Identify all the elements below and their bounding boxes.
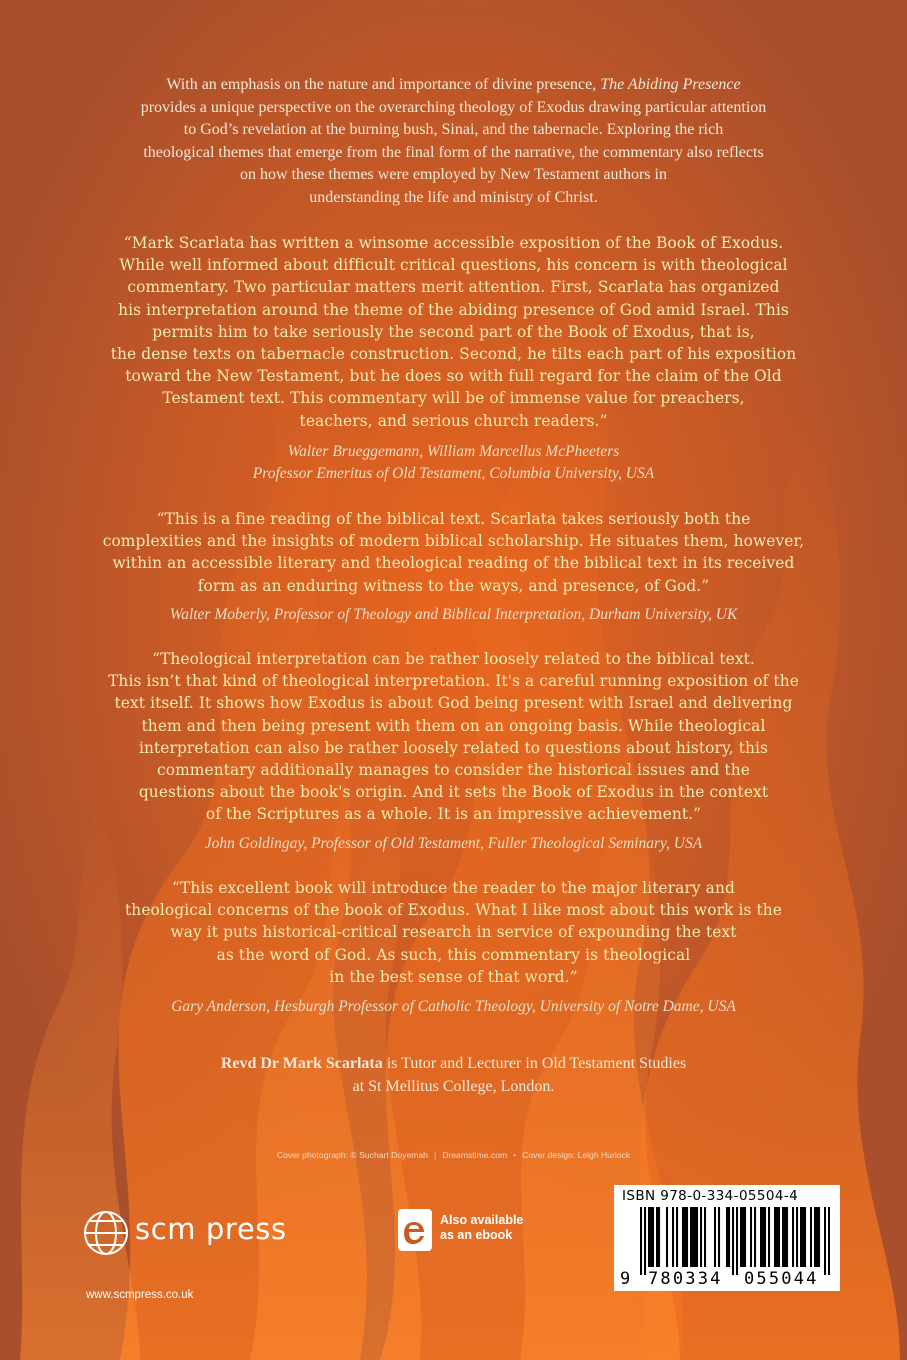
design-credit: Cover design: Leigh Hurlock [522,1150,631,1160]
blurb-line: theological themes that emerge from the final form of the narrative, the commentary also reflects [143,143,764,161]
attribution-line: Walter Moberly, Professor of Theology and Biblical Interpretation, Durham University, UK [169,606,738,623]
quote-line: text itself. It shows how Exodus is about God being present with Israel and delivering [114,694,793,713]
quote-line: as the word of God. As such, this commentary is theological [216,945,691,964]
barcode-bar [792,1207,794,1267]
barcode-bar [676,1207,678,1267]
barcode-bar [684,1207,686,1267]
bio-line: at St Mellitus College, London. [352,1077,555,1095]
quote-line: toward the New Testament, but he does so with full regard for the claim of the Old [125,367,782,386]
barcode-digit-first: 9 [620,1269,631,1289]
barcode-bar [650,1207,652,1267]
barcode-bar [776,1207,778,1267]
quote-line: within an accessible literary and theological reading of the biblical text in its received [112,554,795,573]
barcode-bar [690,1207,692,1267]
quote-line: form as an enduring witness to the ways, and presence, of God.” [197,576,710,595]
endorsement-quote-moberly [70,508,837,597]
quote-line: Testament text. This commentary will be of immense value for preachers, [162,389,745,408]
attribution-line: Gary Anderson, Hesburgh Professor of Catholic Theology, University of Notre Dame, USA [171,998,736,1015]
barcode-bar [824,1207,826,1275]
barcode-bar [644,1207,646,1275]
endorsement-attribution-brueggemann [60,441,847,485]
barcode-bar [686,1207,688,1267]
isbn-barcode [614,1185,840,1291]
ebook-availability [440,1213,523,1242]
barcode-bar [682,1207,684,1267]
quote-line: permits him to take seriously the second part of the Book of Exodus, that is, [152,322,755,341]
quote-line: interpretation can also be rather loosely related to questions about history, this [138,738,769,757]
quote-line: complexities and the insights of modern biblical scholarship. He situates them, however, [102,532,805,551]
attribution-line: Professor Emeritus of Old Testament, Columbia University, USA [252,465,655,482]
quote-line: “Mark Scarlata has written a winsome accessible exposition of the Book of Exodus. [123,234,784,252]
endorsement-quote-anderson [70,877,837,988]
barcode-bar [768,1207,770,1267]
quote-line: commentary additionally manages to consider the historical issues and the [157,761,750,780]
quote-line: “Theological interpretation can be rather loosely related to the biblical text. [152,650,755,668]
barcode-bar [648,1207,650,1267]
quote-line: commentary. Two particular matters merit attention. First, Scarlata has organized [127,278,780,297]
barcode-bar [704,1207,706,1267]
barcode-bar [786,1207,788,1267]
barcode-bar [814,1207,816,1267]
blurb-line: provides a unique perspective on the overarching theology of Exodus drawing particular attention [140,98,767,116]
barcode-bar [658,1207,660,1267]
blurb-line: on how these themes were employed by New Testament authors in [240,166,667,183]
blurb-line: understanding the life and ministry of Christ. [309,188,598,206]
barcode-bar [762,1207,764,1267]
barcode-digits-left: 780334 [648,1269,723,1289]
barcode-bar [696,1207,698,1267]
endorsement-attribution-moberly [60,604,847,626]
quote-line: teachers, and serious church readers.” [299,411,608,430]
barcode-bar [640,1207,642,1275]
barcode-bar [742,1207,744,1267]
barcode-digits-right: 055044 [744,1269,819,1289]
ebook-line: as an ebook [440,1227,513,1242]
quote-line: the dense texts on tabernacle construction. Second, he tilts each part of his exposition [110,345,797,364]
author-name: Revd Dr Mark Scarlata [220,1055,383,1072]
attribution-line: John Goldingay, Professor of Old Testament, Fuller Theological Seminary, USA [204,835,703,852]
quote-line: theological concerns of the book of Exodus. What I like most about this work is the [125,901,782,920]
book-blurb [90,74,817,209]
cover-credits [100,1150,807,1160]
quote-line: way it puts historical-critical research in service of expounding the text [170,923,737,942]
quote-line: This isn’t that kind of theological interpretation. It's a careful running exposition of the [108,672,799,691]
barcode-bar [810,1207,812,1267]
barcode-bar [718,1207,720,1267]
bio-line: Revd Dr Mark Scarlata is Tutor and Lecturer in Old Testament Studies [220,1055,687,1072]
blurb-line: With an emphasis on the nature and importance of divine presence, The Abiding Presence [166,76,741,93]
author-bio [100,1053,807,1098]
barcode-bar [778,1207,780,1267]
barcode-bar [728,1207,730,1267]
barcode-bar [692,1207,694,1267]
quote-line: While well informed about difficult critical questions, his concern is with theological [119,256,788,275]
barcode-bar [744,1207,746,1267]
barcode-bar [666,1207,668,1267]
isbn-label: ISBN 978-0-334-05504-4 [622,1188,799,1204]
barcode-bar [656,1207,658,1267]
endorsement-attribution-anderson [60,996,847,1018]
barcode-bar [796,1207,798,1267]
barcode-bar [828,1207,830,1275]
attribution-line: Walter Brueggemann, William Marcellus McPheeters [287,443,620,460]
quote-line: “This excellent book will introduce the reader to the major literary and [172,879,735,897]
book-title: The Abiding Presence [600,76,741,93]
barcode-bar [782,1207,784,1267]
barcode-bar [764,1207,766,1267]
endorsement-quote-brueggemann [70,232,837,432]
barcode-bar [816,1207,818,1267]
barcode-bar [652,1207,654,1267]
barcode-bars [640,1207,830,1275]
photo-credit: Cover photograph: © Suchart Doyemah [276,1150,428,1160]
barcode-bar [732,1207,734,1275]
barcode-bar [694,1207,696,1267]
barcode-bar [802,1207,804,1267]
quote-line: of the Scriptures as a whole. It is an impressive achievement.” [205,805,702,824]
quote-line: questions about the book's origin. And it sets the Book of Exodus in the context [138,783,769,802]
barcode-bar [818,1207,820,1267]
publisher-name: scm press [135,1212,287,1246]
credit-separator: • [513,1150,517,1160]
barcode-bar [804,1207,806,1267]
ebook-line: Also available [440,1213,524,1227]
endorsement-attribution-goldingay [60,833,847,855]
barcode-bar [774,1207,776,1267]
barcode-bar [800,1207,802,1267]
publisher-url[interactable]: www.scmpress.co.uk [86,1289,194,1301]
quote-line: “This is a fine reading of the biblical text. Scarlata takes seriously both the [156,510,751,528]
globe-icon [85,1212,127,1254]
barcode-bar [700,1207,702,1267]
ebook-icon [398,1209,432,1251]
quote-line: in the best sense of that word.” [329,967,578,986]
quote-line: them and then being present with them on an ongoing basis. While theological [141,716,766,735]
quote-line: his interpretation around the theme of the abiding presence of God amid Israel. This [118,300,789,319]
barcode-bar [784,1207,786,1267]
photo-source: Dreamstime.com [442,1150,508,1160]
barcode-bar [736,1207,738,1275]
barcode-bar [754,1207,756,1267]
barcode-bar [740,1207,742,1267]
barcode-bar [714,1207,716,1267]
barcode-bar [760,1207,762,1267]
barcode-bar [750,1207,752,1267]
blurb-line: to God’s revelation at the burning bush, Sinai, and the tabernacle. Exploring the rich [183,121,724,138]
credit-separator: | [433,1150,437,1160]
barcode-bar [672,1207,674,1267]
endorsement-quote-goldingay [70,648,837,826]
barcode-bar [726,1207,728,1267]
